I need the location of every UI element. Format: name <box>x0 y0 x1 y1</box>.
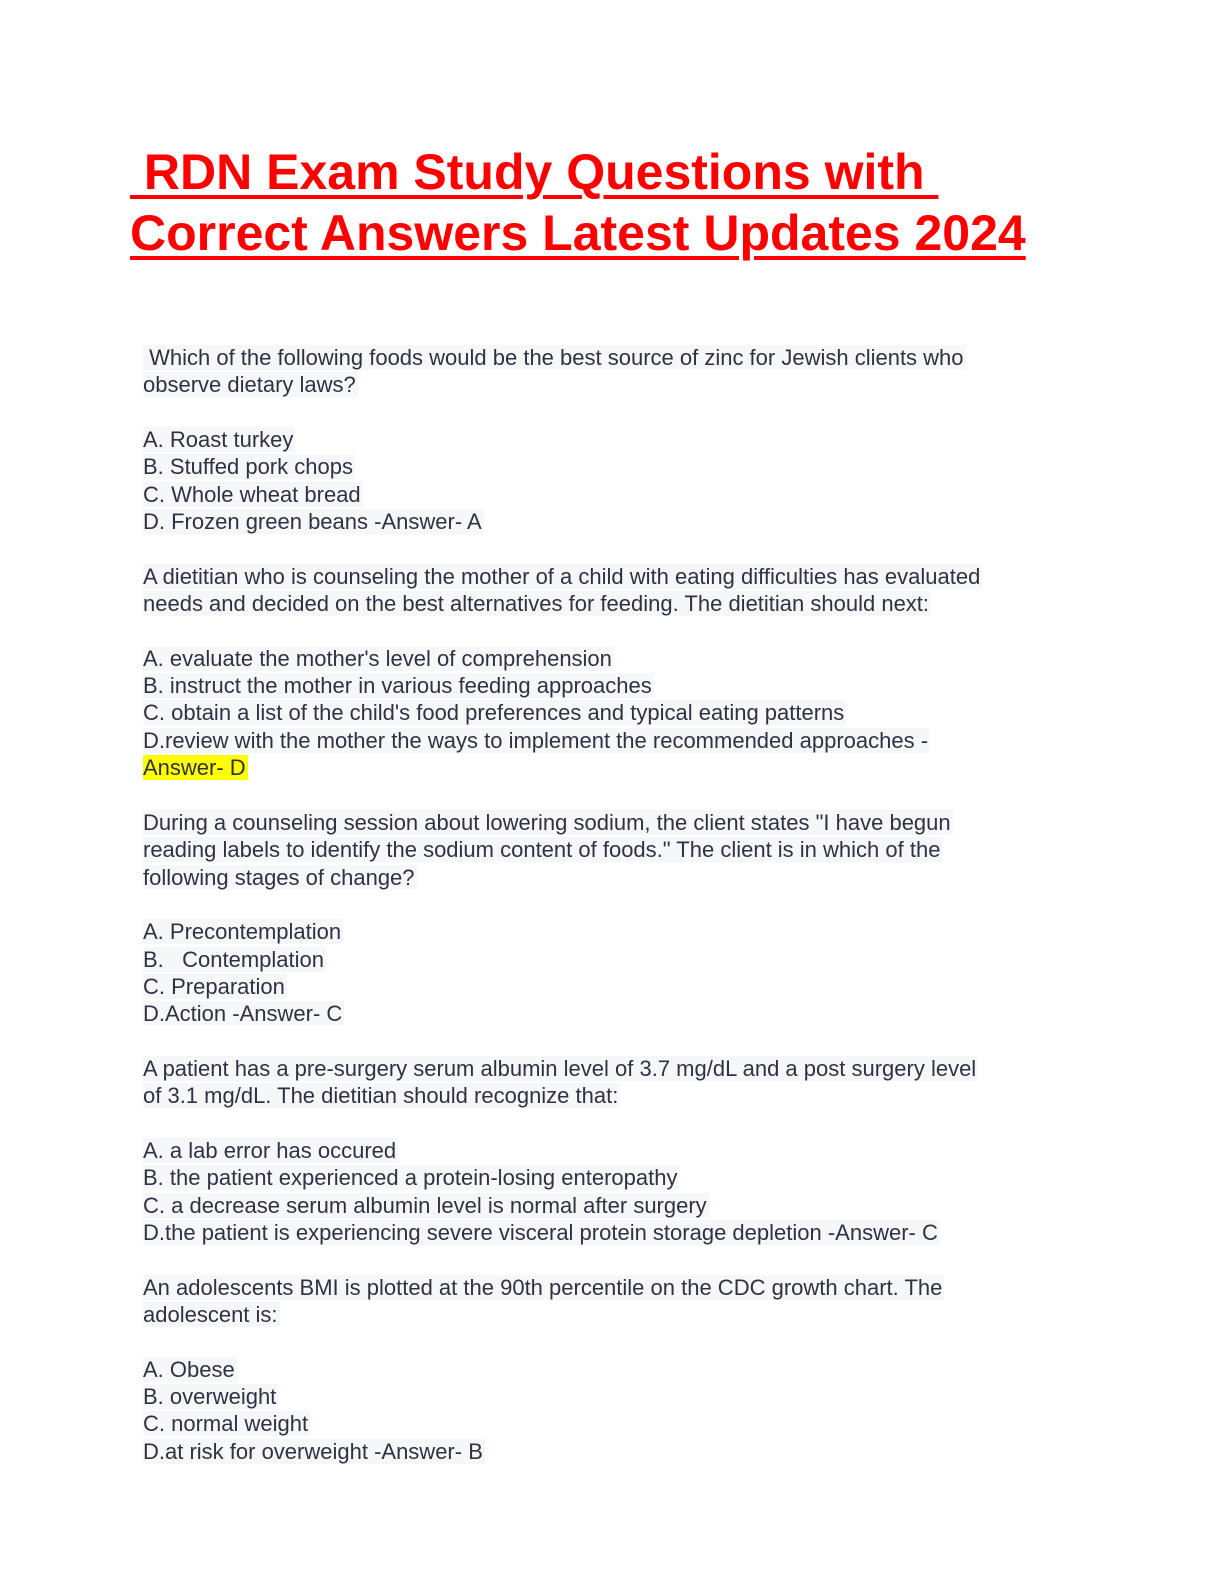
blank-line <box>143 1246 1143 1273</box>
blank-line <box>143 535 1143 562</box>
highlighted-answer-text: Answer- D <box>143 755 246 781</box>
highlighted-answer <box>143 754 1143 781</box>
question-stem-line-text: Which of the following foods would be the best source of zinc for Jewish clients who <box>143 345 964 370</box>
question-stem-line <box>143 590 1143 617</box>
question-stem-line <box>143 344 1143 371</box>
question-stem-line <box>143 563 1143 590</box>
answer-option-text: C. Whole wheat bread <box>143 481 361 507</box>
answer-option <box>143 481 1143 508</box>
answer-option-text: A. Obese <box>143 1356 235 1382</box>
question-stem-line <box>143 1301 1143 1328</box>
question-stem-line <box>143 1055 1143 1082</box>
blank-line <box>143 1028 1143 1055</box>
question-stem-line-text: adolescent is: <box>143 1302 278 1328</box>
answer-option-text: D. Frozen green beans -Answer- A <box>143 509 482 535</box>
question-stem-line <box>143 371 1143 398</box>
answer-option-text: B. the patient experienced a protein-losing enteropathy <box>143 1165 678 1191</box>
question-stem-line <box>143 1274 1143 1301</box>
answer-option <box>143 1383 1143 1410</box>
answer-option <box>143 426 1143 453</box>
blank-line <box>143 782 1143 809</box>
answer-option-text: B. instruct the mother in various feeding approaches <box>143 673 652 699</box>
title-line-1: RDN Exam Study Questions with <box>130 144 939 200</box>
title-line-2: Correct Answers Latest Updates 2024 <box>130 205 1026 261</box>
answer-option-text: B. overweight <box>143 1384 277 1410</box>
questions-body <box>143 344 1143 1465</box>
blank-line <box>143 1328 1143 1355</box>
blank-line <box>143 617 1143 644</box>
question-stem-line-text: An adolescents BMI is plotted at the 90th percentile on the CDC growth chart. The <box>143 1274 943 1300</box>
question-stem-line <box>143 809 1143 836</box>
question-stem-line-text: A dietitian who is counseling the mother of a child with eating difficulties has evaluated <box>143 563 981 589</box>
answer-option-text: C. Preparation <box>143 973 285 999</box>
answer-option <box>143 1438 1143 1465</box>
answer-option <box>143 508 1143 535</box>
answer-option-text: A. a lab error has occured <box>143 1137 397 1163</box>
answer-option-text: D.review with the mother the ways to implement the recommended approaches - <box>143 727 929 753</box>
question-stem-line-text: observe dietary laws? <box>143 372 356 398</box>
question-stem-line-text: A patient has a pre-surgery serum albumin level of 3.7 mg/dL and a post surgery level <box>143 1055 977 1081</box>
answer-option <box>143 672 1143 699</box>
question-stem-line <box>143 864 1143 891</box>
answer-option <box>143 973 1143 1000</box>
answer-option <box>143 1000 1143 1027</box>
document-title <box>130 142 1130 264</box>
answer-option <box>143 946 1143 973</box>
answer-option-text: A. Roast turkey <box>143 427 294 453</box>
blank-line <box>143 1110 1143 1137</box>
answer-option <box>143 453 1143 480</box>
answer-option <box>143 699 1143 726</box>
answer-option <box>143 645 1143 672</box>
answer-option-text: A. evaluate the mother's level of comprehension <box>143 645 612 671</box>
answer-option <box>143 1137 1143 1164</box>
question-stem-line-text: During a counseling session about lowering sodium, the client states "I have begun <box>143 809 951 835</box>
answer-option-text: A. Precontemplation <box>143 919 342 945</box>
question-stem-line <box>143 836 1143 863</box>
answer-option-text: D.the patient is experiencing severe visceral protein storage depletion -Answer- C <box>143 1220 938 1245</box>
question-stem-line <box>143 1082 1143 1109</box>
answer-option <box>143 1164 1143 1191</box>
question-stem-line-text: reading labels to identify the sodium content of foods." The client is in which of the <box>143 837 941 863</box>
answer-option <box>143 918 1143 945</box>
answer-option-text: C. a decrease serum albumin level is normal after surgery <box>143 1192 707 1218</box>
question-stem-line-text: needs and decided on the best alternatives for feeding. The dietitian should next: <box>143 591 930 617</box>
question-stem-line-text: of 3.1 mg/dL. The dietitian should recognize that: <box>143 1083 619 1109</box>
answer-option-text: D.at risk for overweight -Answer- B <box>143 1438 483 1464</box>
answer-option <box>143 1192 1143 1219</box>
blank-line <box>143 399 1143 426</box>
answer-option <box>143 727 1143 754</box>
answer-option-text: C. obtain a list of the child's food preferences and typical eating patterns <box>143 700 845 726</box>
answer-option-text: C. normal weight <box>143 1411 309 1437</box>
answer-option-text: D.Action -Answer- C <box>143 1001 343 1027</box>
answer-option-text: B. Stuffed pork chops <box>143 454 353 480</box>
answer-option <box>143 1410 1143 1437</box>
question-stem-line-text: following stages of change? <box>143 864 415 890</box>
blank-line <box>143 891 1143 918</box>
answer-option-text: B. Contemplation <box>143 946 324 972</box>
answer-option <box>143 1356 1143 1383</box>
answer-option <box>143 1219 1143 1246</box>
